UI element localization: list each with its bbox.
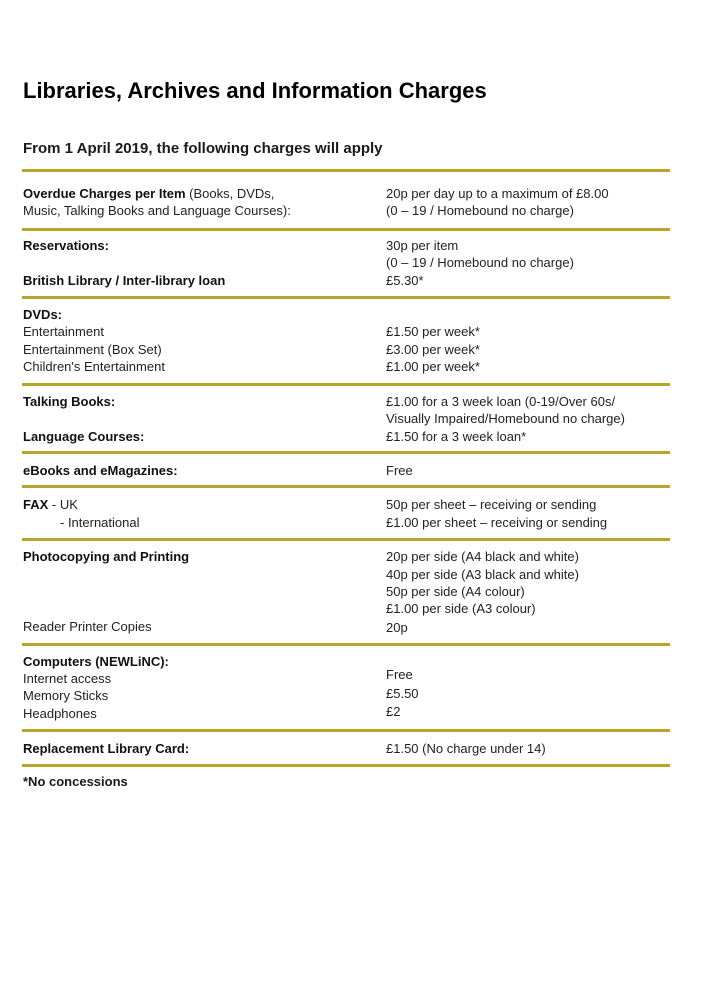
computer-item-charge: £5.50 — [386, 686, 419, 701]
photocopying-charge: £1.00 per side (A3 colour) — [386, 601, 536, 616]
photocopying-charge: 50p per side (A4 colour) — [386, 584, 525, 599]
photocopying-charge: 20p per side (A4 black and white) — [386, 549, 579, 564]
ebooks-charge: Free — [386, 463, 413, 478]
dvd-item-charge: £3.00 per week* — [386, 342, 480, 357]
language-courses-label-text: Language Courses: — [23, 429, 145, 444]
computer-item-charge: £2 — [386, 704, 401, 719]
dvd-item-charge: £1.00 per week* — [386, 359, 480, 374]
talking-books-charge-line1: £1.00 for a 3 week loan (0-19/Over 60s/ — [386, 394, 616, 409]
no-concessions-note: *No concessions — [23, 774, 128, 789]
reader-printer-label: Reader Printer Copies — [23, 619, 152, 634]
fax-uk-charge: 50p per sheet – receiving or sending — [386, 497, 597, 512]
dvd-item-charge: £1.50 per week* — [386, 324, 480, 339]
dvds-label — [23, 306, 62, 323]
ebooks-label — [23, 462, 178, 479]
reservations-charge-line2: (0 – 19 / Homebound no charge) — [386, 255, 574, 270]
document-title: Libraries, Archives and Information Charges — [23, 78, 487, 103]
british-library-label-text: British Library / Inter-library loan — [23, 273, 226, 288]
overdue-charge-line2: (0 – 19 / Homebound no charge) — [386, 203, 574, 218]
fax-label — [23, 496, 78, 513]
overdue-label — [23, 185, 274, 202]
photocopying-charge: 40p per side (A3 black and white) — [386, 567, 579, 582]
dvd-item-name: Children's Entertainment — [23, 359, 165, 374]
divider — [22, 729, 670, 732]
divider — [22, 538, 670, 541]
language-courses-label — [23, 428, 144, 445]
divider — [22, 383, 670, 386]
reader-printer-charge: 20p — [386, 620, 408, 635]
talking-books-label-text: Talking Books: — [23, 394, 116, 409]
fax-label-rest: - UK — [48, 497, 78, 512]
overdue-label-line2: Music, Talking Books and Language Courses): — [23, 203, 291, 218]
british-library-charge: £5.30* — [386, 273, 424, 288]
photocopying-label — [23, 548, 189, 565]
fax-label-bold: FAX — [23, 497, 49, 512]
replacement-card-charge: £1.50 (No charge under 14) — [386, 741, 546, 756]
computers-label-text: Computers (NEWLiNC): — [23, 654, 169, 669]
reservations-label — [23, 237, 109, 254]
divider — [22, 296, 670, 299]
photocopying-label-text: Photocopying and Printing — [23, 549, 190, 564]
reservations-label-text: Reservations: — [23, 238, 109, 253]
computer-item-name: Headphones — [23, 706, 97, 721]
british-library-label — [23, 272, 225, 289]
talking-books-label — [23, 393, 115, 410]
overdue-charge-line1: 20p per day up to a maximum of £8.00 — [386, 186, 609, 201]
document-subtitle: From 1 April 2019, the following charges will apply — [23, 140, 383, 157]
divider — [22, 451, 670, 454]
dvd-item-name: Entertainment — [23, 324, 104, 339]
divider — [22, 643, 670, 646]
computers-label — [23, 653, 169, 670]
reservations-charge-line1: 30p per item — [386, 238, 459, 253]
dvds-label-text: DVDs: — [23, 307, 63, 322]
computer-item-charge: Free — [386, 667, 413, 682]
replacement-card-label-text: Replacement Library Card: — [23, 741, 190, 756]
computer-item-name: Internet access — [23, 671, 112, 686]
divider — [22, 485, 670, 488]
ebooks-label-text: eBooks and eMagazines: — [23, 463, 178, 478]
overdue-label-bold: Overdue Charges per Item — [23, 186, 186, 201]
divider — [22, 764, 670, 767]
overdue-label-rest: (Books, DVDs, — [185, 186, 275, 201]
talking-books-charge-line2: Visually Impaired/Homebound no charge) — [386, 411, 625, 426]
language-courses-charge: £1.50 for a 3 week loan* — [386, 429, 527, 444]
divider — [22, 169, 670, 172]
computer-item-name: Memory Sticks — [23, 688, 109, 703]
divider — [22, 228, 670, 231]
replacement-card-label — [23, 740, 189, 757]
fax-international-label: - International — [60, 515, 140, 530]
fax-international-charge: £1.00 per sheet – receiving or sending — [386, 515, 608, 530]
dvd-item-name: Entertainment (Box Set) — [23, 342, 162, 357]
